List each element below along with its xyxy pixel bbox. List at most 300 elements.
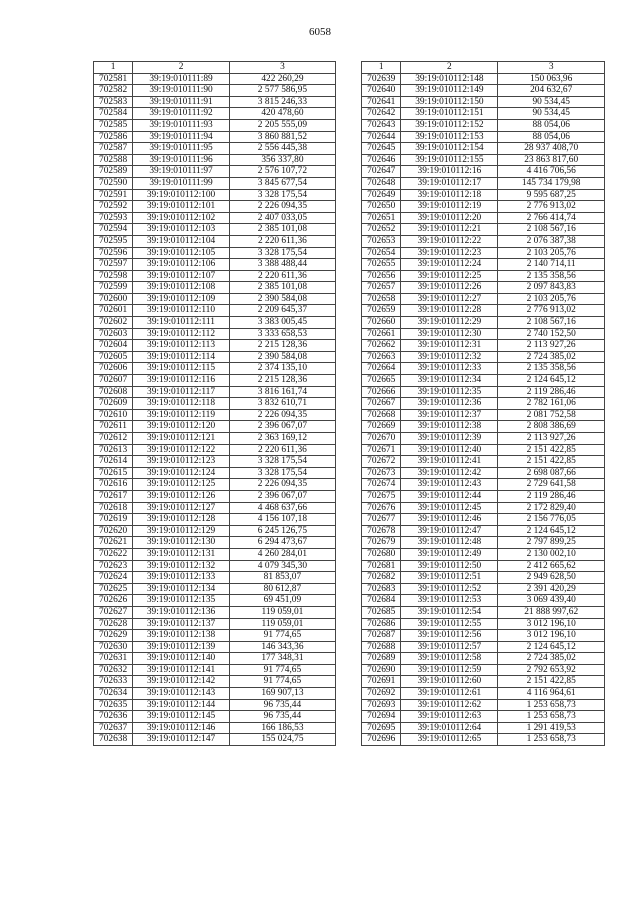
cadastral-number-cell: 39:19:010111:94	[133, 131, 230, 143]
row-number-cell: 702653	[362, 235, 401, 247]
table-row	[94, 85, 336, 97]
cadastral-number-cell: 39:19:010112:150	[401, 96, 498, 108]
value-cell: 2 226 094,35	[229, 409, 335, 421]
cadastral-number-cell: 39:19:010112:154	[401, 143, 498, 155]
table-row	[362, 618, 605, 630]
column-header: 2	[133, 62, 230, 74]
row-number-cell: 702585	[94, 119, 133, 131]
table-row	[362, 154, 605, 166]
value-cell: 3 816 161,74	[229, 386, 335, 398]
cadastral-number-cell: 39:19:010112:23	[401, 247, 498, 259]
row-number-cell: 702622	[94, 548, 133, 560]
cadastral-number-cell: 39:19:010111:96	[133, 154, 230, 166]
row-number-cell: 702603	[94, 328, 133, 340]
row-number-cell: 702601	[94, 305, 133, 317]
table-row	[94, 490, 336, 502]
cadastral-number-cell: 39:19:010112:16	[401, 166, 498, 178]
cadastral-number-cell: 39:19:010112:55	[401, 618, 498, 630]
value-cell: 2 556 445,38	[229, 143, 335, 155]
value-cell: 90 534,45	[498, 96, 605, 108]
cadastral-number-cell: 39:19:010112:38	[401, 421, 498, 433]
cadastral-number-cell: 39:19:010112:32	[401, 351, 498, 363]
cadastral-number-cell: 39:19:010112:109	[133, 293, 230, 305]
table-row	[362, 201, 605, 213]
value-cell: 2 097 843,83	[498, 282, 605, 294]
table-header-row	[362, 62, 605, 74]
row-number-cell: 702674	[362, 479, 401, 491]
table-row	[94, 189, 336, 201]
value-cell: 69 451,09	[229, 595, 335, 607]
cadastral-number-cell: 39:19:010112:124	[133, 467, 230, 479]
cadastral-number-cell: 39:19:010111:92	[133, 108, 230, 120]
cadastral-number-cell: 39:19:010112:20	[401, 212, 498, 224]
value-cell: 2 220 611,36	[229, 270, 335, 282]
table-row	[94, 282, 336, 294]
value-cell: 3 012 196,10	[498, 618, 605, 630]
row-number-cell: 702596	[94, 247, 133, 259]
cadastral-number-cell: 39:19:010112:130	[133, 537, 230, 549]
cadastral-number-cell: 39:19:010112:36	[401, 398, 498, 410]
value-cell: 4 260 284,01	[229, 548, 335, 560]
value-cell: 3 815 246,33	[229, 96, 335, 108]
table-row	[94, 409, 336, 421]
cadastral-number-cell: 39:19:010112:143	[133, 688, 230, 700]
cadastral-number-cell: 39:19:010112:144	[133, 699, 230, 711]
cadastral-number-cell: 39:19:010112:110	[133, 305, 230, 317]
cadastral-number-cell: 39:19:010112:33	[401, 363, 498, 375]
row-number-cell: 702598	[94, 270, 133, 282]
value-cell: 90 534,45	[498, 108, 605, 120]
row-number-cell: 702651	[362, 212, 401, 224]
table-header-row	[94, 62, 336, 74]
table-row	[362, 711, 605, 723]
cadastral-number-cell: 39:19:010112:155	[401, 154, 498, 166]
table-row	[94, 351, 336, 363]
row-number-cell: 702689	[362, 653, 401, 665]
table-row	[362, 398, 605, 410]
row-number-cell: 702607	[94, 375, 133, 387]
row-number-cell: 702644	[362, 131, 401, 143]
value-cell: 2 130 002,10	[498, 548, 605, 560]
value-cell: 4 156 107,18	[229, 514, 335, 526]
value-cell: 119 059,01	[229, 618, 335, 630]
cadastral-number-cell: 39:19:010112:57	[401, 641, 498, 653]
table-row	[94, 641, 336, 653]
row-number-cell: 702587	[94, 143, 133, 155]
cadastral-number-cell: 39:19:010112:129	[133, 525, 230, 537]
cadastral-number-cell: 39:19:010112:118	[133, 398, 230, 410]
value-cell: 2 390 584,08	[229, 293, 335, 305]
row-number-cell: 702581	[94, 73, 133, 85]
value-cell: 2 209 645,37	[229, 305, 335, 317]
cadastral-number-cell: 39:19:010112:133	[133, 572, 230, 584]
value-cell: 2 776 913,02	[498, 305, 605, 317]
value-cell: 145 734 179,98	[498, 177, 605, 189]
table-row	[362, 479, 605, 491]
value-cell: 3 328 175,54	[229, 247, 335, 259]
table-row	[94, 606, 336, 618]
row-number-cell: 702625	[94, 583, 133, 595]
table-row	[94, 618, 336, 630]
value-cell: 420 478,60	[229, 108, 335, 120]
table-row	[362, 595, 605, 607]
value-cell: 3 333 658,53	[229, 328, 335, 340]
row-number-cell: 702675	[362, 490, 401, 502]
value-cell: 2 724 385,02	[498, 351, 605, 363]
value-cell: 2 220 611,36	[229, 235, 335, 247]
row-number-cell: 702682	[362, 572, 401, 584]
value-cell: 3 012 196,10	[498, 630, 605, 642]
row-number-cell: 702643	[362, 119, 401, 131]
row-number-cell: 702649	[362, 189, 401, 201]
table-row	[94, 444, 336, 456]
cadastral-number-cell: 39:19:010112:135	[133, 595, 230, 607]
table-row	[362, 572, 605, 584]
value-cell: 356 337,80	[229, 154, 335, 166]
table-row	[94, 502, 336, 514]
row-number-cell: 702672	[362, 456, 401, 468]
table-row	[94, 699, 336, 711]
cadastral-number-cell: 39:19:010112:149	[401, 85, 498, 97]
row-number-cell: 702691	[362, 676, 401, 688]
table-row	[362, 270, 605, 282]
table-row	[94, 317, 336, 329]
column-header: 2	[401, 62, 498, 74]
row-number-cell: 702647	[362, 166, 401, 178]
cadastral-number-cell: 39:19:010112:39	[401, 433, 498, 445]
cadastral-number-cell: 39:19:010112:47	[401, 525, 498, 537]
table-row	[362, 467, 605, 479]
value-cell: 1 291 419,53	[498, 722, 605, 734]
cadastral-number-cell: 39:19:010112:27	[401, 293, 498, 305]
value-cell: 91 774,65	[229, 676, 335, 688]
table-row	[94, 177, 336, 189]
table-row	[94, 630, 336, 642]
row-number-cell: 702671	[362, 444, 401, 456]
row-number-cell: 702583	[94, 96, 133, 108]
value-cell: 2 740 152,50	[498, 328, 605, 340]
value-cell: 2 103 205,76	[498, 247, 605, 259]
cadastral-number-cell: 39:19:010112:151	[401, 108, 498, 120]
row-number-cell: 702620	[94, 525, 133, 537]
cadastral-number-cell: 39:19:010112:123	[133, 456, 230, 468]
row-number-cell: 702669	[362, 421, 401, 433]
table-row	[94, 514, 336, 526]
cadastral-number-cell: 39:19:010111:89	[133, 73, 230, 85]
row-number-cell: 702589	[94, 166, 133, 178]
table-row	[362, 96, 605, 108]
cadastral-number-cell: 39:19:010112:61	[401, 688, 498, 700]
row-number-cell: 702661	[362, 328, 401, 340]
value-cell: 2 103 205,76	[498, 293, 605, 305]
table-row	[362, 734, 605, 746]
row-number-cell: 702666	[362, 386, 401, 398]
cadastral-number-cell: 39:19:010112:134	[133, 583, 230, 595]
table-row	[362, 119, 605, 131]
cadastral-number-cell: 39:19:010112:64	[401, 722, 498, 734]
table-row	[362, 560, 605, 572]
row-number-cell: 702629	[94, 630, 133, 642]
row-number-cell: 702595	[94, 235, 133, 247]
value-cell: 2 782 161,06	[498, 398, 605, 410]
value-cell: 2 135 358,56	[498, 270, 605, 282]
value-cell: 2 215 128,36	[229, 340, 335, 352]
table-row	[94, 572, 336, 584]
row-number-cell: 702695	[362, 722, 401, 734]
value-cell: 6 245 126,75	[229, 525, 335, 537]
cadastral-number-cell: 39:19:010112:63	[401, 711, 498, 723]
row-number-cell: 702679	[362, 537, 401, 549]
value-cell: 2 396 067,07	[229, 421, 335, 433]
cadastral-number-cell: 39:19:010112:120	[133, 421, 230, 433]
row-number-cell: 702646	[362, 154, 401, 166]
table-row	[362, 85, 605, 97]
row-number-cell: 702630	[94, 641, 133, 653]
row-number-cell: 702694	[362, 711, 401, 723]
cadastral-number-cell: 39:19:010112:152	[401, 119, 498, 131]
value-cell: 1 253 658,73	[498, 711, 605, 723]
row-number-cell: 702590	[94, 177, 133, 189]
table-row	[94, 293, 336, 305]
cadastral-number-cell: 39:19:010112:24	[401, 259, 498, 271]
cadastral-number-cell: 39:19:010111:91	[133, 96, 230, 108]
cadastral-number-cell: 39:19:010112:141	[133, 664, 230, 676]
value-cell: 2 151 422,85	[498, 676, 605, 688]
table-row	[362, 177, 605, 189]
value-cell: 91 774,65	[229, 630, 335, 642]
cadastral-number-cell: 39:19:010112:128	[133, 514, 230, 526]
row-number-cell: 702680	[362, 548, 401, 560]
table-row	[362, 606, 605, 618]
value-cell: 2 385 101,08	[229, 282, 335, 294]
cadastral-number-cell: 39:19:010112:103	[133, 224, 230, 236]
table-row	[94, 259, 336, 271]
row-number-cell: 702599	[94, 282, 133, 294]
cadastral-number-cell: 39:19:010112:28	[401, 305, 498, 317]
table-row	[94, 653, 336, 665]
value-cell: 81 853,07	[229, 572, 335, 584]
cadastral-number-cell: 39:19:010112:43	[401, 479, 498, 491]
row-number-cell: 702593	[94, 212, 133, 224]
table-row	[94, 525, 336, 537]
cadastral-number-cell: 39:19:010112:145	[133, 711, 230, 723]
table-row	[94, 131, 336, 143]
cadastral-number-cell: 39:19:010112:40	[401, 444, 498, 456]
cadastral-number-cell: 39:19:010112:62	[401, 699, 498, 711]
cadastral-number-cell: 39:19:010112:30	[401, 328, 498, 340]
value-cell: 2 205 555,09	[229, 119, 335, 131]
row-number-cell: 702657	[362, 282, 401, 294]
row-number-cell: 702609	[94, 398, 133, 410]
value-cell: 2 076 387,38	[498, 235, 605, 247]
cadastral-number-cell: 39:19:010112:59	[401, 664, 498, 676]
value-cell: 2 698 087,66	[498, 467, 605, 479]
table-row	[362, 363, 605, 375]
value-cell: 28 937 408,70	[498, 143, 605, 155]
table-row	[362, 305, 605, 317]
row-number-cell: 702631	[94, 653, 133, 665]
value-cell: 2 113 927,26	[498, 340, 605, 352]
table-row	[94, 398, 336, 410]
table-row	[94, 166, 336, 178]
row-number-cell: 702640	[362, 85, 401, 97]
table-row	[362, 641, 605, 653]
table-row	[362, 351, 605, 363]
row-number-cell: 702663	[362, 351, 401, 363]
table-row	[362, 525, 605, 537]
table-row	[362, 328, 605, 340]
row-number-cell: 702638	[94, 734, 133, 746]
table-row	[362, 73, 605, 85]
cadastral-number-cell: 39:19:010112:114	[133, 351, 230, 363]
cadastral-number-cell: 39:19:010112:53	[401, 595, 498, 607]
cadastral-number-cell: 39:19:010112:41	[401, 456, 498, 468]
cadastral-number-cell: 39:19:010112:46	[401, 514, 498, 526]
row-number-cell: 702610	[94, 409, 133, 421]
row-number-cell: 702641	[362, 96, 401, 108]
table-row	[362, 166, 605, 178]
row-number-cell: 702619	[94, 514, 133, 526]
value-cell: 3 328 175,54	[229, 467, 335, 479]
table-row	[362, 490, 605, 502]
cadastral-number-cell: 39:19:010112:19	[401, 201, 498, 213]
table-row	[362, 224, 605, 236]
row-number-cell: 702597	[94, 259, 133, 271]
table-row	[362, 282, 605, 294]
table-row	[94, 305, 336, 317]
cadastral-number-cell: 39:19:010112:140	[133, 653, 230, 665]
cadastral-table-right	[361, 61, 605, 746]
value-cell: 4 079 345,30	[229, 560, 335, 572]
value-cell: 23 863 817,60	[498, 154, 605, 166]
value-cell: 2 412 665,62	[498, 560, 605, 572]
row-number-cell: 702665	[362, 375, 401, 387]
row-number-cell: 702673	[362, 467, 401, 479]
value-cell: 146 343,36	[229, 641, 335, 653]
table-row	[362, 537, 605, 549]
cadastral-number-cell: 39:19:010112:116	[133, 375, 230, 387]
cadastral-number-cell: 39:19:010112:153	[401, 131, 498, 143]
value-cell: 2 390 584,08	[229, 351, 335, 363]
value-cell: 3 832 610,71	[229, 398, 335, 410]
row-number-cell: 702642	[362, 108, 401, 120]
table-row	[94, 201, 336, 213]
value-cell: 2 363 169,12	[229, 433, 335, 445]
table-row	[94, 456, 336, 468]
table-row	[362, 143, 605, 155]
cadastral-number-cell: 39:19:010112:122	[133, 444, 230, 456]
row-number-cell: 702658	[362, 293, 401, 305]
value-cell: 2 108 567,16	[498, 224, 605, 236]
value-cell: 2 226 094,35	[229, 479, 335, 491]
value-cell: 4 416 706,56	[498, 166, 605, 178]
table-row	[362, 259, 605, 271]
cadastral-number-cell: 39:19:010112:65	[401, 734, 498, 746]
cadastral-number-cell: 39:19:010112:34	[401, 375, 498, 387]
table-row	[362, 386, 605, 398]
row-number-cell: 702608	[94, 386, 133, 398]
row-number-cell: 702655	[362, 259, 401, 271]
table-row	[94, 537, 336, 549]
cadastral-number-cell: 39:19:010112:107	[133, 270, 230, 282]
column-header: 1	[362, 62, 401, 74]
row-number-cell: 702650	[362, 201, 401, 213]
row-number-cell: 702660	[362, 317, 401, 329]
cadastral-number-cell: 39:19:010112:115	[133, 363, 230, 375]
value-cell: 2 776 913,02	[498, 201, 605, 213]
row-number-cell: 702615	[94, 467, 133, 479]
value-cell: 6 294 473,67	[229, 537, 335, 549]
cadastral-number-cell: 39:19:010112:147	[133, 734, 230, 746]
row-number-cell: 702684	[362, 595, 401, 607]
value-cell: 169 907,13	[229, 688, 335, 700]
value-cell: 2 385 101,08	[229, 224, 335, 236]
cadastral-number-cell: 39:19:010112:45	[401, 502, 498, 514]
table-row	[362, 235, 605, 247]
value-cell: 2 124 645,12	[498, 375, 605, 387]
row-number-cell: 702624	[94, 572, 133, 584]
cadastral-number-cell: 39:19:010112:49	[401, 548, 498, 560]
value-cell: 2 135 358,56	[498, 363, 605, 375]
row-number-cell: 702604	[94, 340, 133, 352]
row-number-cell: 702637	[94, 722, 133, 734]
row-number-cell: 702664	[362, 363, 401, 375]
table-row	[94, 421, 336, 433]
row-number-cell: 702670	[362, 433, 401, 445]
cadastral-number-cell: 39:19:010112:42	[401, 467, 498, 479]
cadastral-number-cell: 39:19:010112:104	[133, 235, 230, 247]
value-cell: 2 215 128,36	[229, 375, 335, 387]
cadastral-number-cell: 39:19:010111:90	[133, 85, 230, 97]
row-number-cell: 702612	[94, 433, 133, 445]
cadastral-number-cell: 39:19:010112:138	[133, 630, 230, 642]
table-row	[362, 664, 605, 676]
value-cell: 150 063,96	[498, 73, 605, 85]
page-number: 6058	[309, 26, 331, 38]
table-row	[94, 583, 336, 595]
value-cell: 2 124 645,12	[498, 641, 605, 653]
value-cell: 2 396 067,07	[229, 490, 335, 502]
cadastral-number-cell: 39:19:010112:136	[133, 606, 230, 618]
table-row	[362, 317, 605, 329]
table-row	[94, 560, 336, 572]
row-number-cell: 702602	[94, 317, 133, 329]
row-number-cell: 702611	[94, 421, 133, 433]
table-row	[362, 722, 605, 734]
row-number-cell: 702696	[362, 734, 401, 746]
row-number-cell: 702652	[362, 224, 401, 236]
table-row	[94, 73, 336, 85]
table-row	[362, 421, 605, 433]
row-number-cell: 702692	[362, 688, 401, 700]
row-number-cell: 702600	[94, 293, 133, 305]
value-cell: 3 328 175,54	[229, 456, 335, 468]
value-cell: 2 577 586,95	[229, 85, 335, 97]
value-cell: 2 724 385,02	[498, 653, 605, 665]
table-row	[94, 328, 336, 340]
cadastral-number-cell: 39:19:010111:97	[133, 166, 230, 178]
table-row	[94, 212, 336, 224]
table-row	[94, 119, 336, 131]
row-number-cell: 702681	[362, 560, 401, 572]
row-number-cell: 702632	[94, 664, 133, 676]
table-row	[362, 131, 605, 143]
table-row	[94, 734, 336, 746]
table-row	[362, 212, 605, 224]
table-row	[94, 363, 336, 375]
table-row	[362, 514, 605, 526]
table-row	[94, 433, 336, 445]
